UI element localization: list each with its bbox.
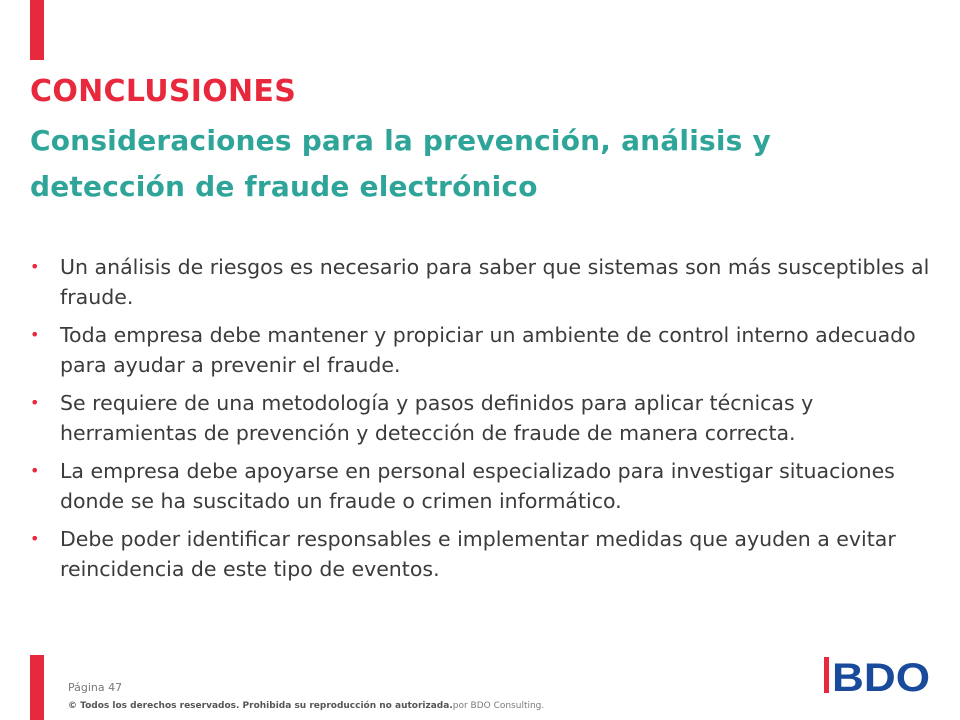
bullet-text: La empresa debe apoyarse en personal especializado para investigar situaciones donde se ha suscitado un fraude o crimen informático.	[60, 459, 895, 513]
bullet-dot-icon: •	[30, 529, 40, 548]
list-item	[30, 524, 940, 584]
accent-bar-bottom	[30, 655, 44, 720]
bdo-logo-icon	[824, 655, 932, 695]
logo-red-bar	[824, 657, 829, 693]
bullet-text: Un análisis de riesgos es necesario para saber que sistemas son más susceptibles al fraude.	[60, 255, 930, 309]
accent-bar-top	[30, 0, 44, 60]
page-title: CONCLUSIONES	[30, 74, 297, 109]
bullet-dot-icon: •	[30, 325, 40, 344]
bullet-text: Toda empresa debe mantener y propiciar un ambiente de control interno adecuado para ayudar a prevenir el fraude.	[60, 323, 916, 377]
list-item	[30, 252, 940, 312]
copyright-notice	[68, 701, 544, 711]
list-item	[30, 320, 940, 380]
bullet-list	[30, 252, 940, 592]
copyright-strong: © Todos los derechos reservados. Prohibida su reproducción no autorizada.	[68, 701, 453, 711]
bullet-dot-icon: •	[30, 257, 40, 276]
list-item	[30, 456, 940, 516]
list-item	[30, 388, 940, 448]
page-subtitle: Consideraciones para la prevención, análisis y detección de fraude electrónico	[30, 124, 771, 203]
bullet-dot-icon: •	[30, 461, 40, 480]
page-number: Página 47	[68, 681, 123, 694]
bullet-text: Se requiere de una metodología y pasos definidos para aplicar técnicas y herramientas de prevención y detección de fraude de manera correcta.	[60, 391, 814, 445]
bullet-dot-icon: •	[30, 393, 40, 412]
bullet-text: Debe poder identificar responsables e implementar medidas que ayuden a evitar reincidencia de este tipo de eventos.	[60, 527, 896, 581]
logo-text: BDO	[832, 656, 930, 695]
copyright-rest: por BDO Consulting.	[452, 701, 545, 711]
